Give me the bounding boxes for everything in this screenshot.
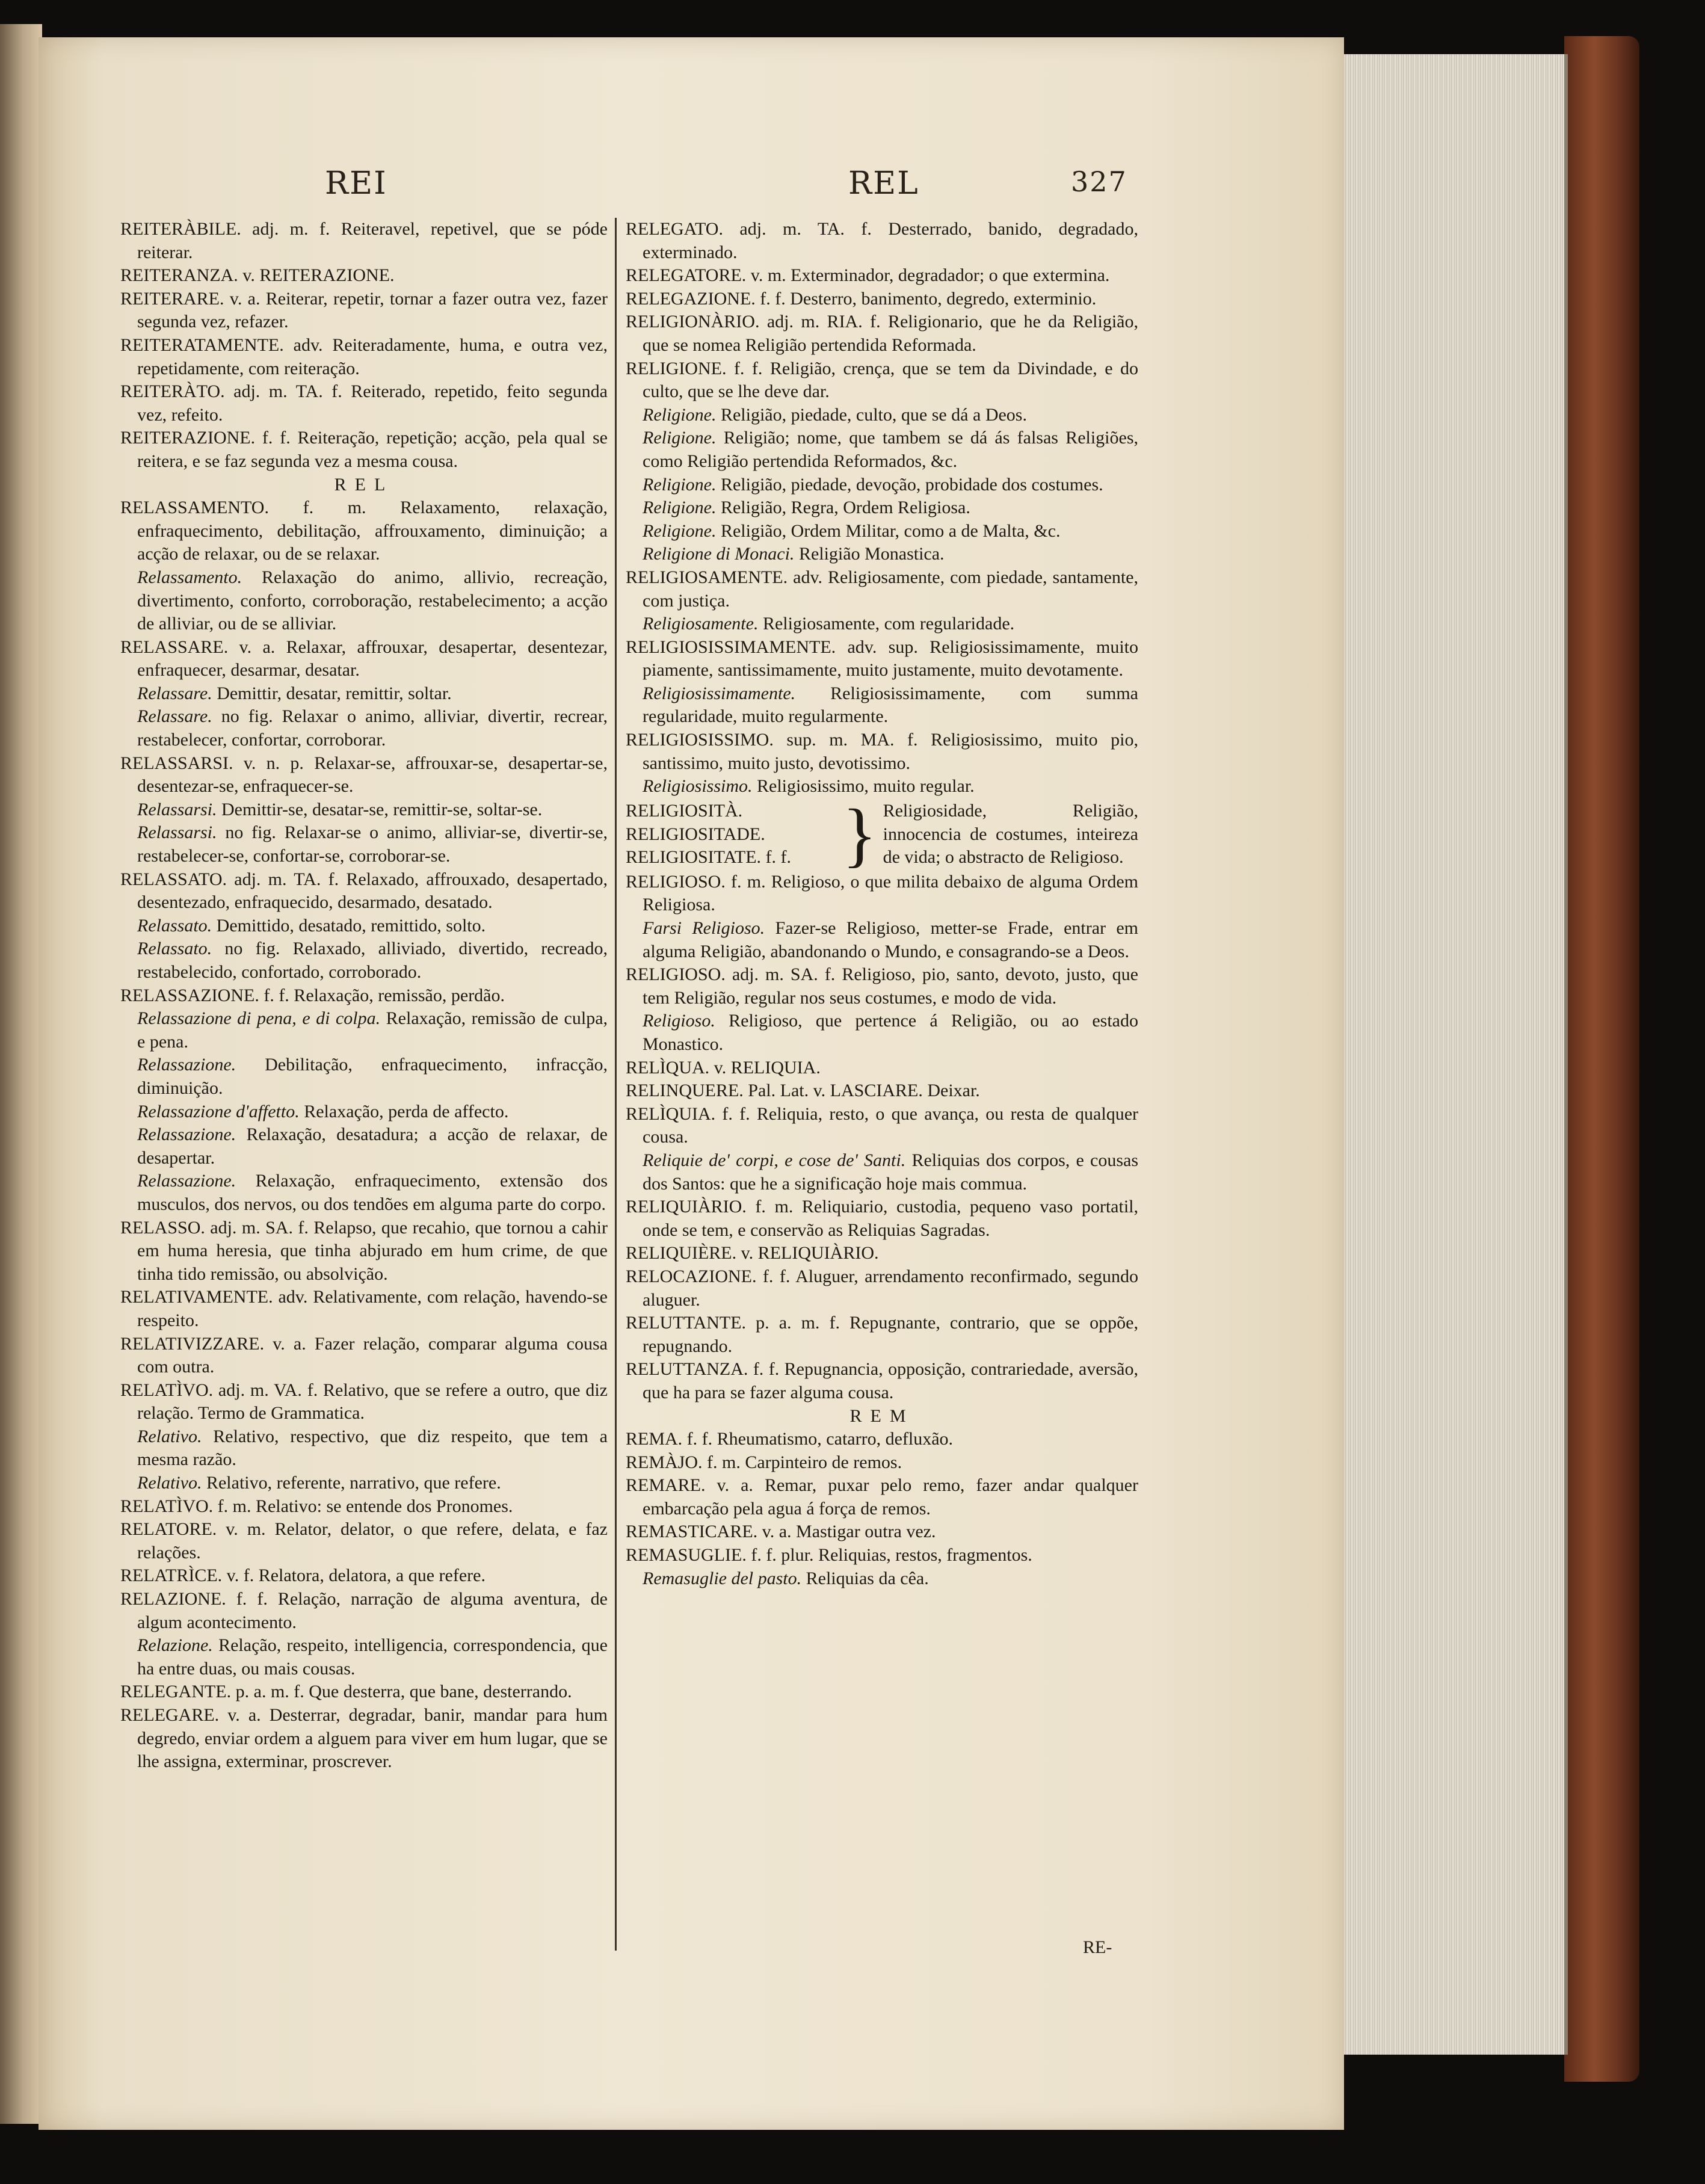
dictionary-entry: RELIGIONÀRIO. adj. m. RIA. f. Religionario, que he da Religião, que se nomea Religião pertendida Reformada. [626, 312, 1138, 355]
sense-definition: Religião, Ordem Militar, como a de Malta, &c. [720, 520, 1061, 541]
dictionary-entry: RELUTTANTE. p. a. m. f. Repugnante, contrario, que se oppõe, repugnando. [626, 1313, 1138, 1356]
sub-sense [120, 1425, 608, 1472]
sense-phrase: Relassazione. [137, 1055, 236, 1075]
sub-sense [626, 496, 1138, 520]
sub-sense [626, 474, 1138, 497]
page-number: 327 [1071, 165, 1127, 198]
sense-phrase: Relassazione. [137, 1124, 236, 1145]
sub-sense [626, 917, 1138, 963]
dictionary-entry: RELATÌVO. adj. m. VA. f. Relativo, que se refere a outro, que diz relação. Termo de Grammatica. [120, 1380, 608, 1424]
sense-phrase: Religione. [643, 404, 717, 425]
section-heading: REL [334, 474, 394, 495]
dictionary-entry: RELEGATO. adj. m. TA. f. Desterrado, banido, degradado, exterminado. [626, 219, 1138, 262]
header-left: REI [325, 165, 387, 202]
dictionary-entry: REITERANZA. v. REITERAZIONE. [120, 265, 395, 286]
sub-sense [626, 775, 1138, 798]
sense-phrase: Relazione. [137, 1635, 213, 1656]
dictionary-entry: RELEGANTE. p. a. m. f. Que desterra, que bane, desterrando. [120, 1682, 572, 1702]
sense-definition: Relaxação, desatadura; a acção de relaxar, de desapertar. [137, 1124, 608, 1168]
sub-sense [626, 1010, 1138, 1056]
dictionary-entry: RELEGAZIONE. f. f. Desterro, banimento, degredo, exterminio. [626, 288, 1097, 309]
sense-definition: Religião Monastica. [798, 544, 945, 564]
sub-sense [626, 543, 1138, 566]
sense-definition: Relaxação, enfraquecimento, extensão dos musculos, dos nervos, ou dos tendões em alguma parte do corpo. [137, 1171, 608, 1214]
catchword: RE- [1083, 1937, 1112, 1957]
headword: RELIGIOSITÀ. [626, 800, 743, 821]
sense-phrase: Religiosissimo. [643, 776, 753, 797]
sense-definition: Religiosamente, com regularidade. [762, 614, 1015, 634]
sense-phrase: Relassamento. [137, 567, 242, 587]
sense-phrase: Religione. [643, 520, 717, 541]
sense-phrase: Relassato. [137, 915, 212, 936]
sense-definition: Relaxação do animo, allivio, recreação, divertimento, conforto, corroboração, restabelecimento; a acção de alliviar, ou de se alliviar. [137, 567, 608, 634]
sense-definition: no fig. Relaxar o animo, alliviar, divertir, recrear, restabelecer, confortar, corroborar. [137, 706, 608, 750]
sub-sense [120, 1100, 608, 1124]
sense-definition: Religião, Regra, Ordem Religiosa. [720, 498, 970, 518]
grouped-entry [626, 794, 1138, 874]
sub-sense [120, 798, 608, 822]
dictionary-entry: RELEGATORE. v. m. Exterminador, degradador; o que extermina. [626, 265, 1110, 286]
dictionary-entry: RELIGIOSAMENTE. adv. Religiosamente, com piedade, santamente, com justiça. [626, 567, 1138, 611]
sense-phrase: Relassarsi. [137, 822, 217, 843]
sub-sense [626, 427, 1138, 473]
dictionary-entry: RELATRÌCE. v. f. Relatora, delatora, a que refere. [120, 1566, 486, 1586]
dictionary-entry: REMASUGLIE. f. f. plur. Reliquias, restos, fragmentos. [626, 1545, 1032, 1566]
sense-definition: Relaxação, perda de affecto. [304, 1101, 509, 1121]
dictionary-entry: RELATORE. v. m. Relator, delator, o que refere, delata, e faz relações. [120, 1519, 608, 1562]
sub-sense [626, 404, 1138, 427]
dictionary-entry: RELATIVAMENTE. adv. Relativamente, com relação, havendo-se respeito. [120, 1287, 608, 1330]
sense-phrase: Religione. [643, 428, 717, 448]
dictionary-entry: REMÀJO. f. m. Carpinteiro de remos. [626, 1452, 902, 1472]
sense-phrase: Relativo. [137, 1473, 202, 1493]
dictionary-entry: RELÌQUA. v. RELIQUIA. [626, 1057, 821, 1078]
sense-phrase: Relassazione di pena, e di colpa. [137, 1008, 381, 1029]
dictionary-entry: RELATÌVO. f. m. Relativo: se entende dos Pronomes. [120, 1496, 513, 1516]
sense-phrase: Farsi Religioso. [643, 918, 765, 939]
dictionary-entry: RELIGIOSISSIMAMENTE. adv. sup. Religiosissimamente, muito piamente, santissimamente, muito justamente, muito devotamente. [626, 637, 1138, 680]
sense-phrase: Reliquie de' corpi, e cose de' Santi. [643, 1150, 906, 1170]
sense-definition: no fig. Relaxar-se o animo, alliviar-se, divertir-se, restabelecer-se, confortar-se, corroborar-se. [137, 822, 608, 866]
right-column [626, 218, 1138, 1590]
dictionary-entry: RELASSAZIONE. f. f. Relaxação, remissão, perdão. [120, 985, 505, 1005]
sub-sense [120, 915, 608, 938]
sense-phrase: Religione. [643, 498, 717, 518]
sub-sense [626, 682, 1138, 729]
sense-definition: Religioso, que pertence á Religião, ou ao estado Monastico. [643, 1011, 1138, 1054]
sub-sense [120, 1053, 608, 1100]
sense-definition: Religiosissimo, muito regular. [757, 776, 975, 797]
sense-phrase: Remasuglie del pasto. [643, 1568, 802, 1588]
dictionary-entry: RELIGIOSO. adj. m. SA. f. Religioso, pio, santo, devoto, justo, que tem Religião, regular nos seus costumes, e modo de vida. [626, 964, 1138, 1008]
sense-phrase: Religiosissimamente. [643, 683, 796, 703]
dictionary-entry: REMA. f. f. Rheumatismo, catarro, defluxão. [626, 1429, 954, 1449]
sense-phrase: Relassazione. [137, 1171, 236, 1191]
sub-sense [120, 1634, 608, 1680]
sub-sense [626, 612, 1138, 636]
sense-phrase: Relativo. [137, 1426, 202, 1446]
dictionary-entry: RELUTTANZA. f. f. Repugnancia, opposição, contrariedade, aversão, que ha para se fazer alguma cousa. [626, 1359, 1138, 1402]
dictionary-entry: REMASTICARE. v. a. Mastigar outra vez. [626, 1522, 936, 1542]
dictionary-entry: RELOCAZIONE. f. f. Aluguer, arrendamento reconfirmado, segundo aluguer. [626, 1266, 1138, 1310]
sub-sense [120, 1007, 608, 1053]
section-heading: REM [849, 1405, 914, 1426]
grouped-definition: Religiosidade, Religião, innocencia de costumes, inteireza de vida; o abstracto de Religioso. [883, 800, 1138, 868]
sense-definition: Religião, piedade, culto, que se dá a Deos. [720, 404, 1027, 425]
sense-definition: Demittir-se, desatar-se, remittir-se, soltar-se. [221, 799, 543, 819]
sense-phrase: Relassarsi. [137, 799, 217, 819]
sense-definition: Relativo, referente, narrativo, que refere. [206, 1473, 501, 1493]
dictionary-entry: RELINQUERE. Pal. Lat. v. LASCIARE. Deixar. [626, 1081, 980, 1101]
sense-definition: Religião; nome, que tambem se dá ás falsas Religiões, como Religião pertendida Reformados, &c. [643, 428, 1138, 471]
sense-phrase: Relassato. [137, 939, 212, 959]
header-center: REL [848, 165, 919, 202]
sense-definition: Fazer-se Religioso, metter-se Frade, entrar em alguma Religião, abandonando o Mundo, e consagrando-se a Deos. [643, 918, 1138, 961]
dictionary-entry: REMARE. v. a. Remar, puxar pelo remo, fazer andar qualquer embarcação pela agua á força de remos. [626, 1475, 1138, 1519]
sub-sense [120, 705, 608, 751]
dictionary-entry: RELATIVIZZARE. v. a. Fazer relação, comparar alguma cousa com outra. [120, 1333, 608, 1377]
left-page-edge [0, 24, 42, 2124]
sense-definition: Religião, piedade, devoção, probidade dos costumes. [720, 474, 1103, 495]
sense-definition: Reliquias da cêa. [806, 1568, 929, 1588]
dictionary-entry: RELIQUIÈRE. v. RELIQUIÀRIO. [626, 1243, 879, 1263]
sub-sense [120, 566, 608, 636]
sense-definition: Debilitação, enfraquecimento, infracção, diminuição. [137, 1055, 608, 1098]
dictionary-entry: RELASSAMENTO. f. m. Relaxamento, relaxação, enfraquecimento, debilitação, affrouxamento, diminuição; a acção de relaxar, ou de se relaxar. [120, 498, 608, 564]
sub-sense [626, 1149, 1138, 1195]
left-column [120, 218, 608, 1774]
sub-sense [120, 1123, 608, 1170]
sense-phrase: Religiosamente. [643, 614, 759, 634]
dictionary-entry: RELEGARE. v. a. Desterrar, degradar, banir, mandar para hum degredo, enviar ordem a alguem para viver em hum lugar, que se lhe assigna, exterminar, proscrever. [120, 1705, 608, 1772]
sense-definition: no fig. Relaxado, alliviado, divertido, recreado, restabelecido, confortado, corroborado. [137, 939, 608, 982]
dictionary-entry: RELASSARE. v. a. Relaxar, affrouxar, desapertar, desentezar, enfraquecer, desarmar, desatar. [120, 637, 608, 680]
book-cover [1564, 36, 1639, 2082]
sense-definition: Relação, respeito, intelligencia, correspondencia, que ha entre duas, ou mais cousas. [137, 1635, 608, 1679]
sub-sense [120, 682, 608, 706]
dictionary-entry: RELIGIOSO. f. m. Religioso, o que milita debaixo de alguma Ordem Religiosa. [626, 871, 1138, 915]
sub-sense [120, 937, 608, 984]
column-rule [615, 218, 617, 1951]
brace-glyph: } [842, 794, 877, 874]
sense-definition: Religiosissimamente, com summa regularidade, muito regularmente. [643, 683, 1138, 727]
sense-phrase: Relassare. [137, 706, 212, 727]
page-block-edges [1312, 54, 1568, 2055]
dictionary-entry: RELAZIONE. f. f. Relação, narração de alguma aventura, de algum acontecimento. [120, 1589, 608, 1632]
sub-sense [120, 821, 608, 868]
dictionary-entry: RELASSATO. adj. m. TA. f. Relaxado, affrouxado, desapertado, desentezado, enfraquecido, desarmado, desatado. [120, 869, 608, 913]
dictionary-entry: RELASSO. adj. m. SA. f. Relapso, que recahio, que tornou a cahir em huma heresia, que tinha abjurado em hum crime, de que tinha tido remissão, ou absolvição. [120, 1217, 608, 1284]
dictionary-entry: REITERARE. v. a. Reiterar, repetir, tornar a fazer outra vez, fazer segunda vez, refazer. [120, 288, 608, 332]
sense-definition: Relaxação, remissão de culpa, e pena. [137, 1008, 608, 1052]
sense-definition: Relativo, respectivo, que diz respeito, que tem a mesma razão. [137, 1426, 608, 1470]
dictionary-entry: REITERAZIONE. f. f. Reiteração, repetição; acção, pela qual se reitera, e se faz segunda vez a mesma cousa. [120, 428, 608, 471]
sense-definition: Reliquias dos corpos, e cousas dos Santos: que he a significação hoje mais commua. [643, 1150, 1138, 1194]
dictionary-entry: RELASSARSI. v. n. p. Relaxar-se, affrouxar-se, desapertar-se, desentezar-se, enfraquecer-se. [120, 753, 608, 797]
headword: RELIGIOSITATE. f. f. [626, 847, 792, 868]
dictionary-entry: REITERÀBILE. adj. m. f. Reiteravel, repetivel, que se póde reiterar. [120, 219, 608, 262]
sub-sense [120, 1472, 608, 1495]
dictionary-entry: RELIGIOSISSIMO. sup. m. MA. f. Religiosissimo, muito pio, santissimo, muito justo, devotissimo. [626, 730, 1138, 773]
dictionary-entry: REITERATAMENTE. adv. Reiteradamente, huma, e outra vez, repetidamente, com reiteração. [120, 335, 608, 378]
sense-phrase: Religione di Monaci. [643, 544, 795, 564]
dictionary-entry: RELÌQUIA. f. f. Reliquia, resto, o que avança, ou resta de qualquer cousa. [626, 1103, 1138, 1147]
headword: RELIGIOSITADE. [626, 824, 765, 844]
grouped-headwords [626, 800, 836, 869]
dictionary-entry: RELIQUIÀRIO. f. m. Reliquiario, custodia, pequeno vaso portatil, onde se tem, e conservão as Reliquias Sagradas. [626, 1197, 1138, 1240]
sense-definition: Demittir, desatar, remittir, soltar. [217, 683, 452, 703]
sub-sense [626, 1567, 1138, 1591]
sense-phrase: Relassazione d'affetto. [137, 1101, 300, 1121]
dictionary-entry: REITERÀTO. adj. m. TA. f. Reiterado, repetido, feito segunda vez, refeito. [120, 381, 608, 425]
sub-sense [626, 520, 1138, 543]
sense-phrase: Relassare. [137, 683, 212, 703]
sub-sense [120, 1170, 608, 1216]
sense-phrase: Religione. [643, 474, 717, 495]
sense-phrase: Religioso. [643, 1011, 715, 1031]
dictionary-entry: RELIGIONE. f. f. Religião, crença, que se tem da Divindade, e do culto, que se lhe deve dar. [626, 358, 1138, 402]
sense-definition: Demittido, desatado, remittido, solto. [216, 915, 486, 936]
